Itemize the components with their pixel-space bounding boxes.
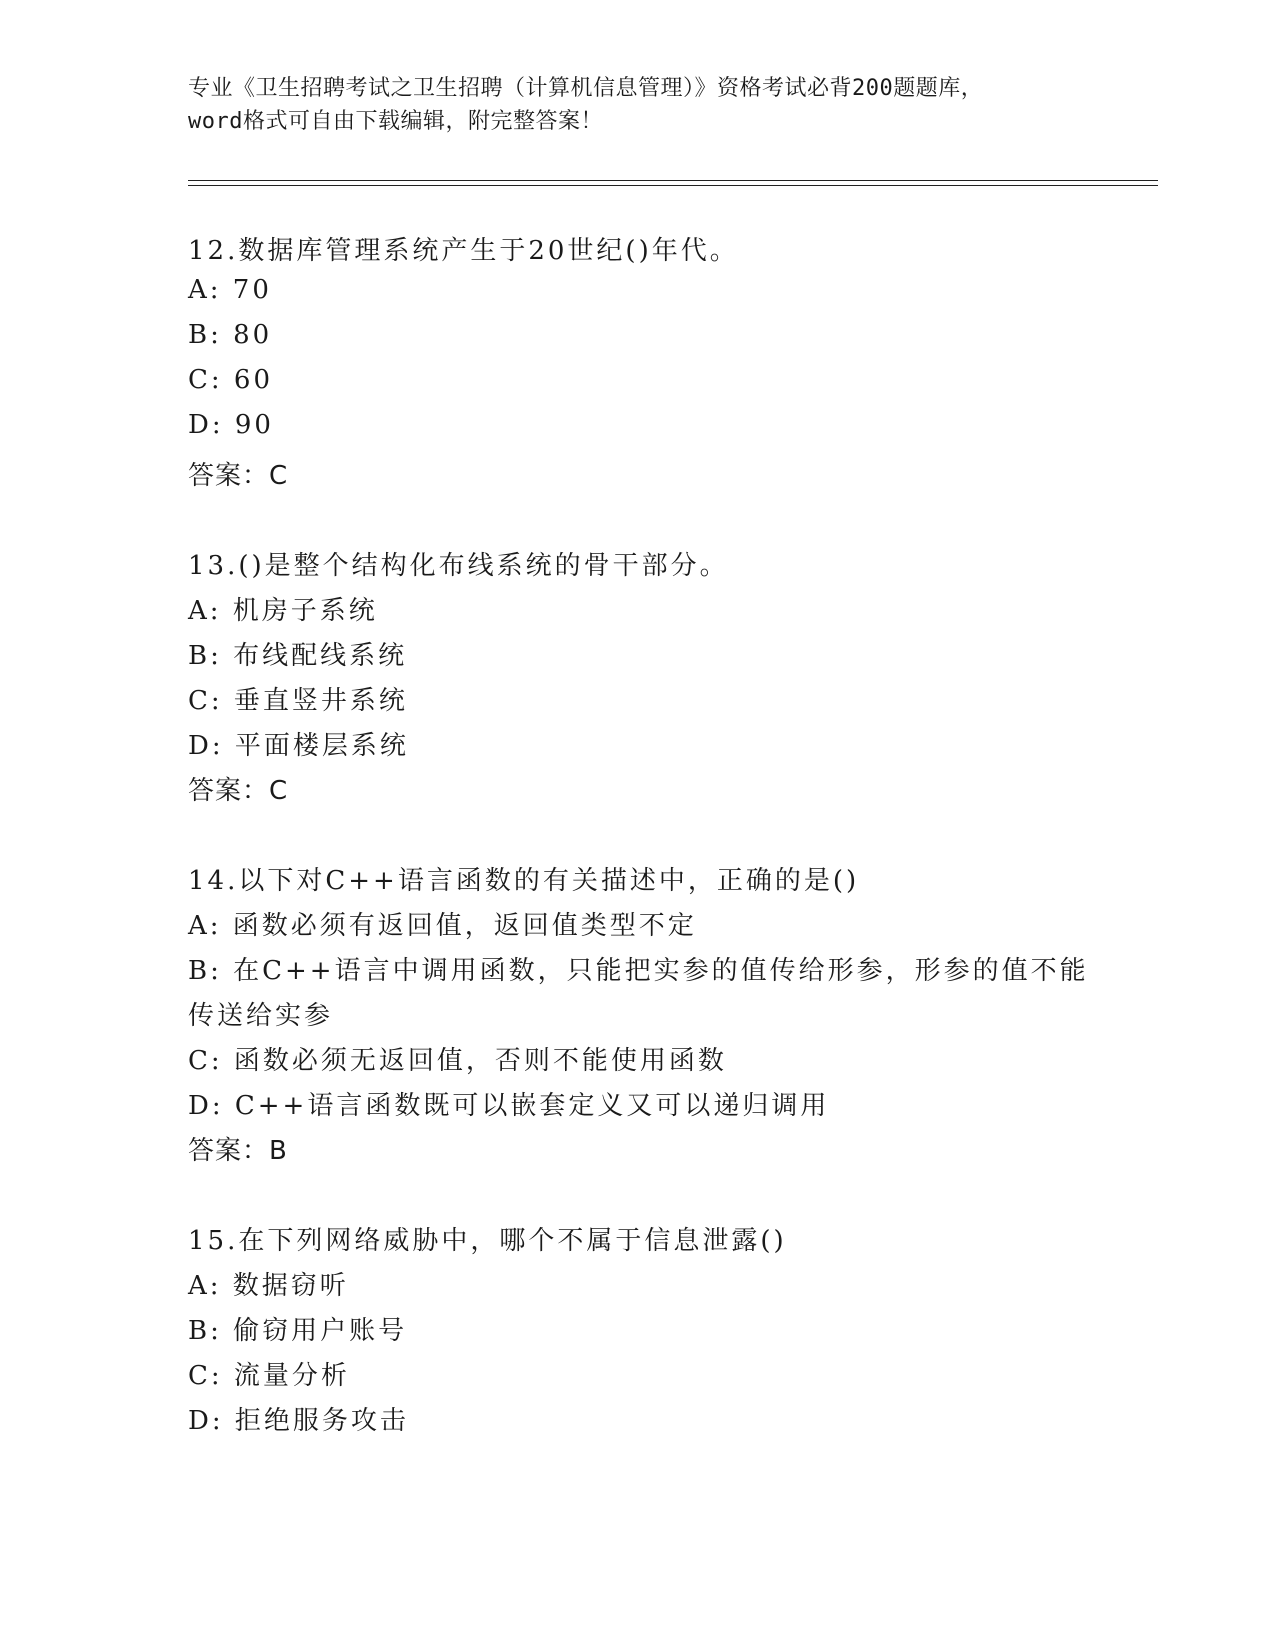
- question-stem: 15.在下列网络威胁中，哪个不属于信息泄露(): [188, 1226, 787, 1256]
- option-c: C: 60: [188, 365, 274, 395]
- option-a: A: 机房子系统: [188, 596, 378, 626]
- header-line-1: 专业《卫生招聘考试之卫生招聘（计算机信息管理）》资格考试必背200题题库，: [188, 76, 984, 101]
- option-c: C: 函数必须无返回值，否则不能使用函数: [188, 1046, 727, 1076]
- option-c: C: 流量分析: [188, 1361, 350, 1391]
- option-b: B: 80: [188, 320, 273, 350]
- option-d: D: C++语言函数既可以嵌套定义又可以递归调用: [188, 1091, 830, 1121]
- option-d: D: 平面楼层系统: [188, 731, 409, 761]
- option-b: B: 在C++语言中调用函数，只能把实参的值传给形参，形参的值不能: [188, 956, 1089, 986]
- option-b: B: 偷窃用户账号: [188, 1316, 408, 1346]
- option-d: D: 90: [188, 410, 274, 440]
- option-a: A: 数据窃听: [188, 1271, 349, 1301]
- option-b-continuation: 传送给实参: [188, 1001, 334, 1031]
- option-a: A: 函数必须有返回值，返回值类型不定: [188, 911, 697, 941]
- header-divider-bottom: [188, 185, 1158, 186]
- answer-label: 答案：B: [188, 1136, 288, 1166]
- header-divider-top: [188, 180, 1158, 181]
- option-b: B: 布线配线系统: [188, 641, 408, 671]
- question-stem: 13.()是整个结构化布线系统的骨干部分。: [188, 551, 729, 581]
- answer-label: 答案：C: [188, 461, 289, 491]
- document-header: [188, 72, 1088, 138]
- header-line-2: word格式可自由下载编辑，附完整答案！: [188, 109, 603, 134]
- question-stem: 14.以下对C++语言函数的有关描述中，正确的是(): [188, 866, 860, 896]
- question-stem: 12.数据库管理系统产生于20世纪()年代。: [188, 236, 739, 266]
- answer-label: 答案：C: [188, 776, 289, 806]
- option-a: A: 70: [188, 275, 272, 305]
- option-d: D: 拒绝服务攻击: [188, 1406, 409, 1436]
- option-c: C: 垂直竖井系统: [188, 686, 408, 716]
